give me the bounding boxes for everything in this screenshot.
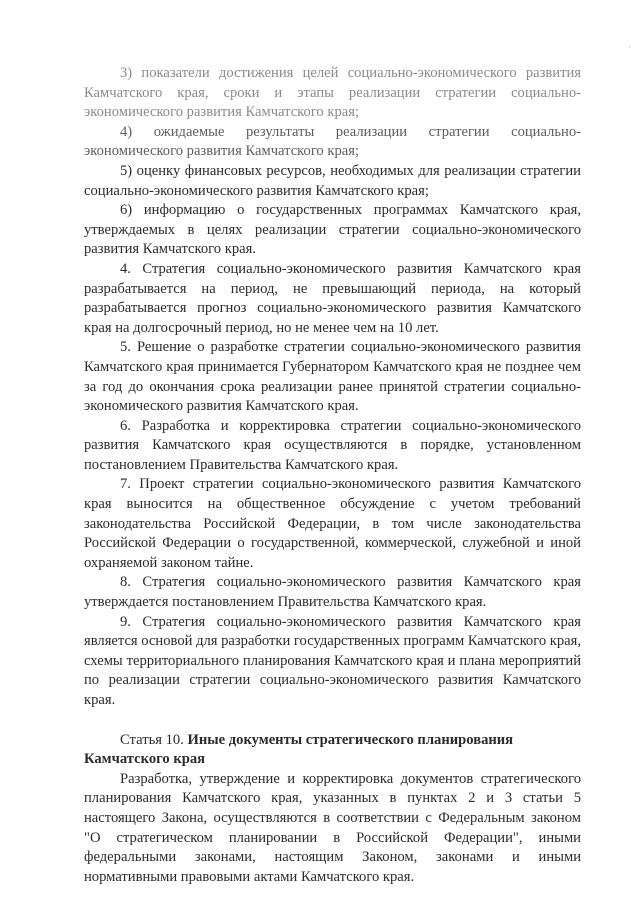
article-10-body: Разработка, утверждение и корректировка документов стратегического планирования Камчатского края, указанных в пунктах 2 и 3 статьи 5 настоящего Закона, осуществляются в соответствии с Федеральным законом "О стратегическом планировании в Российской Федерации", иными федеральными законами, настоящим Законом, законами и иными нормативными правовыми актами Камчатского края.	[84, 770, 581, 885]
list-item-6-state-programs: 6) информацию о государственных программах Камчатского края, утверждаемых в целях реализации стратегии социально-экономического развития Камчатского края.	[84, 202, 581, 258]
clause-8-approval: 8. Стратегия социально-экономического развития Камчатского края утверждается постановлением Правительства Камчатского края.	[84, 574, 581, 611]
article-10-heading	[84, 731, 581, 770]
clause-9-basis: 9. Стратегия социально-экономического развития Камчатского края является основой для разработки государственных программ Камчатского края, схемы территориального планирования Камчатского края и плана мероприятий по реализации стратегии социально-экономического развития Камчатского края.	[84, 613, 582, 708]
scan-edge-mark: ·	[628, 42, 631, 52]
clause-5-decision: 5. Решение о разработке стратегии социально-экономического развития Камчатского края принимается Губернатором Камчатского края не позднее чем за год до окончания срока реализации ранее принятой стратегии социально-экономического развития Камчатского края.	[84, 339, 581, 415]
clause-6-development: 6. Разработка и корректировка стратегии социально-экономического развития Камчатского края осуществляются в порядке, установленном постановлением Правительства Камчатского края.	[84, 417, 581, 473]
list-item-4-expected-results: 4) ожидаемые результаты реализации стратегии социально-экономического развития Камчатского края;	[84, 123, 581, 160]
article-number: Статья 10.	[120, 731, 184, 748]
list-item-3-indicators: 3) показатели достижения целей социально-экономического развития Камчатского края, сроки и этапы реализации стратегии социально-экономического развития Камчатского края;	[84, 65, 581, 121]
clause-4-period: 4. Стратегия социально-экономического развития Камчатского края разрабатывается на период, не превышающий периода, на который разрабатывается прогноз социально-экономического развития Камчатского края на долгосрочный период, но не менее чем на 10 лет.	[84, 260, 581, 336]
article-title: Иные документы стратегического планирования Камчатского края	[84, 731, 514, 768]
list-item-5-financial-resources: 5) оценку финансовых ресурсов, необходимых для реализации стратегии социально-экономического развития Камчатского края;	[84, 162, 581, 199]
document-body	[84, 64, 581, 887]
clause-7-public-discussion: 7. Проект стратегии социально-экономического развития Камчатского края выносится на общественное обсуждение с учетом требований законодательства Российской Федерации, в том числе законодательства Российской Федерации о государственной, коммерческой, служебной и иной охраняемой законом тайне.	[84, 476, 581, 571]
